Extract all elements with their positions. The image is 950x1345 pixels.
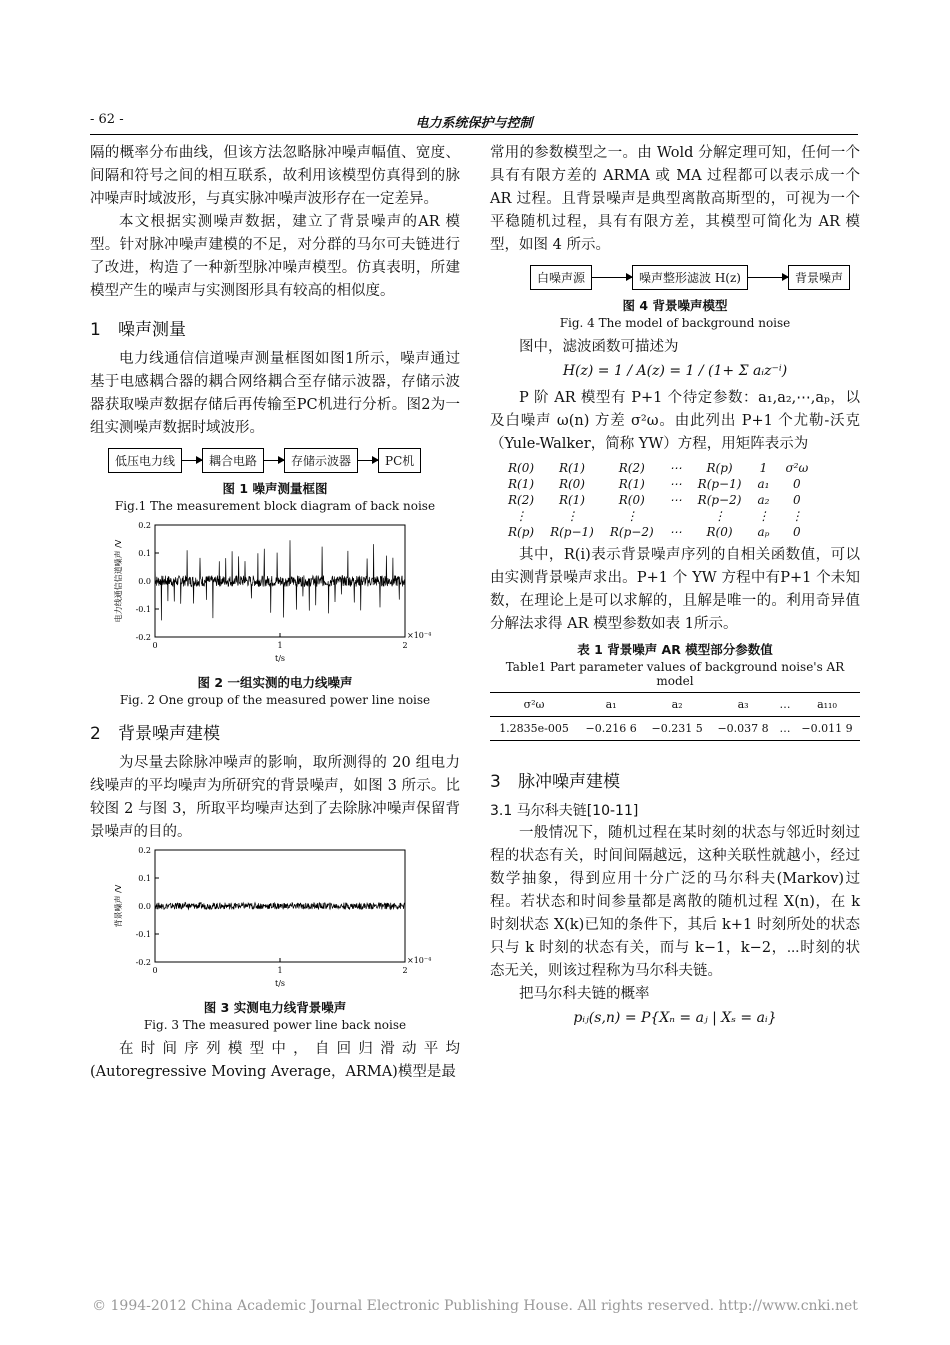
matrix-cell: ⋮ xyxy=(625,509,638,523)
matrix-cell: R(p−1) xyxy=(550,525,594,539)
y-tick-label: -0.1 xyxy=(135,605,151,614)
matrix-cell: R(1) xyxy=(558,461,585,475)
matrix-cell: R(p−2) xyxy=(609,525,654,539)
table-row: 1.2835e-005 −0.216 6 −0.231 5 −0.037 8 … −0.011 9 xyxy=(490,717,860,741)
figure-caption: 图 3 实测电力线背景噪声 xyxy=(203,1000,347,1015)
matrix-cell: ⋮ xyxy=(757,509,770,523)
y-tick-label: -0.2 xyxy=(135,633,151,642)
x-tick-label: 2 xyxy=(402,966,408,975)
x-axis-label: t/s xyxy=(274,654,286,663)
matrix-cell: ⋮ xyxy=(515,509,528,523)
matrix-cell: R(p) xyxy=(508,525,535,539)
x-tick-label: 1 xyxy=(277,641,283,650)
matrix-cell: ⋯ xyxy=(669,461,682,475)
y-tick-label: 0.1 xyxy=(138,874,151,883)
fig1-block-diagram xyxy=(108,448,460,473)
equation: H(z) = 1 / A(z) = 1 / (1+ Σ aᵢz⁻ⁱ) xyxy=(562,363,788,379)
paragraph: P 阶 AR 模型有 P+1 个待定参数：a₁,a₂,⋯,aₚ，以及白噪声 ω(n) 方差 σ²ω。由此列出 P+1 个尤勒-沃克（Yule-Walker，简称 YW）方程，用矩阵表示为 xyxy=(490,390,860,452)
series-line xyxy=(155,540,405,620)
matrix-cell: R(1) xyxy=(508,477,535,491)
paragraph: 为尽量去除脉冲噪声的影响，取所测得的 20 组电力线噪声的平均噪声为所研究的背景噪声，如图 3 所示。比较图 2 与图 3，所取平均噪声达到了去除脉冲噪声保留背景噪声的目的。 xyxy=(90,755,460,840)
block-box: 噪声整形滤波 H(z) xyxy=(632,265,748,290)
matrix-cell: R(2) xyxy=(508,493,535,507)
paragraph: 电力线通信信道噪声测量框图如图1所示，噪声通过基于电感耦合器的耦合网络耦合至存储示波器，存储示波器获取噪声数据存储后再传输至PC机进行分析。图2为一组实测噪声数据时域波形。 xyxy=(90,351,460,436)
matrix-cell: ⋯ xyxy=(669,477,682,491)
block-box: 低压电力线 xyxy=(108,448,182,473)
y-tick-label: 0.0 xyxy=(138,902,151,911)
yw-matrix xyxy=(500,460,816,540)
matrix-cell: 0 xyxy=(793,493,801,507)
matrix-cell: aₚ xyxy=(757,525,770,539)
matrix-cell: 0 xyxy=(793,525,801,539)
x-tick-label: 0 xyxy=(152,641,158,650)
y-axis-label: 电力线通信信道噪声 /V xyxy=(114,539,123,623)
matrix-cell: R(0) xyxy=(508,461,535,475)
fig2-noise-chart xyxy=(105,519,445,669)
figure-caption: 图 4 背景噪声模型 xyxy=(622,298,728,313)
figure-caption: 图 1 噪声测量框图 xyxy=(222,481,328,496)
figure-caption-en: Fig.1 The measurement block diagram of back noise xyxy=(114,499,436,513)
matrix-cell: R(0) xyxy=(706,525,733,539)
y-tick-label: -0.1 xyxy=(135,930,151,939)
matrix-cell: a₂ xyxy=(757,493,770,507)
matrix-cell: R(0) xyxy=(558,477,585,491)
paragraph: 图中，滤波函数可描述为 xyxy=(519,339,679,355)
block-box: 背景噪声 xyxy=(788,265,850,290)
matrix-cell: ⋮ xyxy=(565,509,578,523)
section-heading: 2 背景噪声建模 xyxy=(90,724,220,744)
right-column xyxy=(490,142,860,1034)
paragraph: 一般情况下，随机过程在某时刻的状态与邻近时刻过程的状态有关，时间间隔越远，这种关联性就越小，经过数学抽象，得到应用十分广泛的马尔科夫(Markov)过程。若状态和时间参量都是离散的随机过程 X(n)，在 k 时刻状态 X(k)已知的条件下，其后 k+1 时刻所处的状态只与 k 时刻的状态有关，而与 k−1，k−2，⋯时刻的状态无关，则该过程称为马尔科夫链。 xyxy=(490,825,860,979)
x-scale-note: ×10⁻⁴ xyxy=(407,631,432,640)
y-tick-label: -0.2 xyxy=(135,958,151,967)
matrix-cell: R(p−2) xyxy=(697,493,742,507)
y-tick-label: 0.1 xyxy=(138,549,151,558)
matrix-cell: ⋮ xyxy=(713,509,726,523)
section-heading: 1 噪声测量 xyxy=(90,320,186,340)
paragraph: 隔的概率分布曲线，但该方法忽略脉冲噪声幅值、宽度、间隔和符号之间的相互联系，故利用该模型仿真得到的脉冲噪声时域波形，与真实脉冲噪声波形存在一定差异。 xyxy=(90,145,460,207)
fig4-block-diagram xyxy=(530,265,860,290)
x-axis-label: t/s xyxy=(274,979,286,988)
x-scale-note: ×10⁻⁴ xyxy=(407,956,432,965)
matrix-cell: a₁ xyxy=(757,477,770,491)
paragraph: 本文根据实测噪声数据，建立了背景噪声的AR 模型。针对脉冲噪声建模的不足，对分群的马尔可夫链进行了改进，构造了一种新型脉冲噪声模型。仿真表明，所建模型产生的噪声与实测图形具有较高的相似度。 xyxy=(90,214,460,299)
arrow xyxy=(748,277,788,278)
table-caption-en: Table1 Part parameter values of background noise's AR model xyxy=(505,660,845,688)
matrix-cell: ⋯ xyxy=(669,525,682,539)
block-box: PC机 xyxy=(378,448,421,473)
matrix-cell: R(0) xyxy=(618,493,645,507)
subsection-heading: 3.1 马尔科夫链[10-11] xyxy=(490,803,639,819)
table-header-row: σ²ω a₁ a₂ a₃ … a₁₁₀ xyxy=(490,693,860,717)
matrix-row xyxy=(500,524,816,540)
block-box: 耦合电路 xyxy=(202,448,264,473)
page-number: - 62 - xyxy=(90,112,124,127)
matrix-cell: R(p) xyxy=(706,461,733,475)
matrix-row xyxy=(500,460,816,476)
matrix-cell: R(1) xyxy=(618,477,645,491)
matrix-cell: R(p−1) xyxy=(697,477,742,491)
matrix-cell xyxy=(662,508,690,524)
figure-caption: 图 2 一组实测的电力线噪声 xyxy=(197,675,353,690)
figure-caption-en: Fig. 3 The measured power line back noise xyxy=(143,1018,407,1032)
block-box: 白噪声源 xyxy=(530,265,592,290)
matrix-cell: R(2) xyxy=(618,461,645,475)
y-tick-label: 0.0 xyxy=(138,577,151,586)
matrix-cell: 1 xyxy=(759,461,768,475)
x-tick-label: 1 xyxy=(277,966,283,975)
ar-param-table xyxy=(490,692,860,741)
y-tick-label: 0.2 xyxy=(138,846,151,855)
matrix-row xyxy=(500,476,816,492)
left-column xyxy=(90,142,460,1084)
table-caption: 表 1 背景噪声 AR 模型部分参数值 xyxy=(577,642,773,657)
matrix-cell: ⋮ xyxy=(790,509,803,523)
y-tick-label: 0.2 xyxy=(138,521,151,530)
series-line xyxy=(155,903,405,910)
arrow xyxy=(264,460,284,461)
section-heading: 3 脉冲噪声建模 xyxy=(490,772,620,792)
copyright-footer: © 1994-2012 China Academic Journal Electronic Publishing House. All rights reserved. http://www.cnki.net xyxy=(92,1298,858,1314)
matrix-cell: σ²ω xyxy=(785,461,809,475)
journal-name: 电力系统保护与控制 xyxy=(415,116,533,131)
page-header xyxy=(90,112,858,135)
block-box: 存储示波器 xyxy=(284,448,358,473)
figure-caption-en: Fig. 4 The model of background noise xyxy=(559,316,791,330)
x-tick-label: 2 xyxy=(402,641,408,650)
paragraph: 把马尔科夫链的概率 xyxy=(519,986,650,1002)
matrix-row xyxy=(500,508,816,524)
paragraph: 常用的参数模型之一。由 Wold 分解定理可知，任何一个具有有限方差的 ARMA 或 MA 过程都可以表示成一个 AR 过程。且背景噪声是典型离散高斯型的，可视为一个平稳随机过程，具有有限方差，其模型可简化为 AR 模型，如图 4 所示。 xyxy=(490,145,860,253)
paragraph: 在时间序列模型中，自回归滑动平均(Autoregressive Moving Average，ARMA)模型是最 xyxy=(90,1041,460,1080)
arrow xyxy=(592,277,632,278)
paragraph: 其中，R(i)表示背景噪声序列的自相关函数值，可以由实测背景噪声求出。P+1 个 YW 方程中有P+1 个未知数，在理论上是可以求解的，且解是唯一的。利用奇异值分解法求得 AR 模型参数如表 1所示。 xyxy=(490,547,860,632)
equation: pᵢⱼ(s,n) = P{Xₙ = aⱼ | Xₛ = aᵢ} xyxy=(573,1010,777,1026)
matrix-cell: 0 xyxy=(793,477,801,491)
x-tick-label: 0 xyxy=(152,966,158,975)
matrix-cell: R(1) xyxy=(558,493,585,507)
matrix-cell: ⋯ xyxy=(669,493,682,507)
arrow xyxy=(182,460,202,461)
arrow xyxy=(358,460,378,461)
y-axis-label: 背景噪声 /V xyxy=(114,884,123,928)
fig3-background-noise-chart xyxy=(105,844,445,994)
figure-caption-en: Fig. 2 One group of the measured power line noise xyxy=(119,693,431,707)
matrix-row xyxy=(500,492,816,508)
